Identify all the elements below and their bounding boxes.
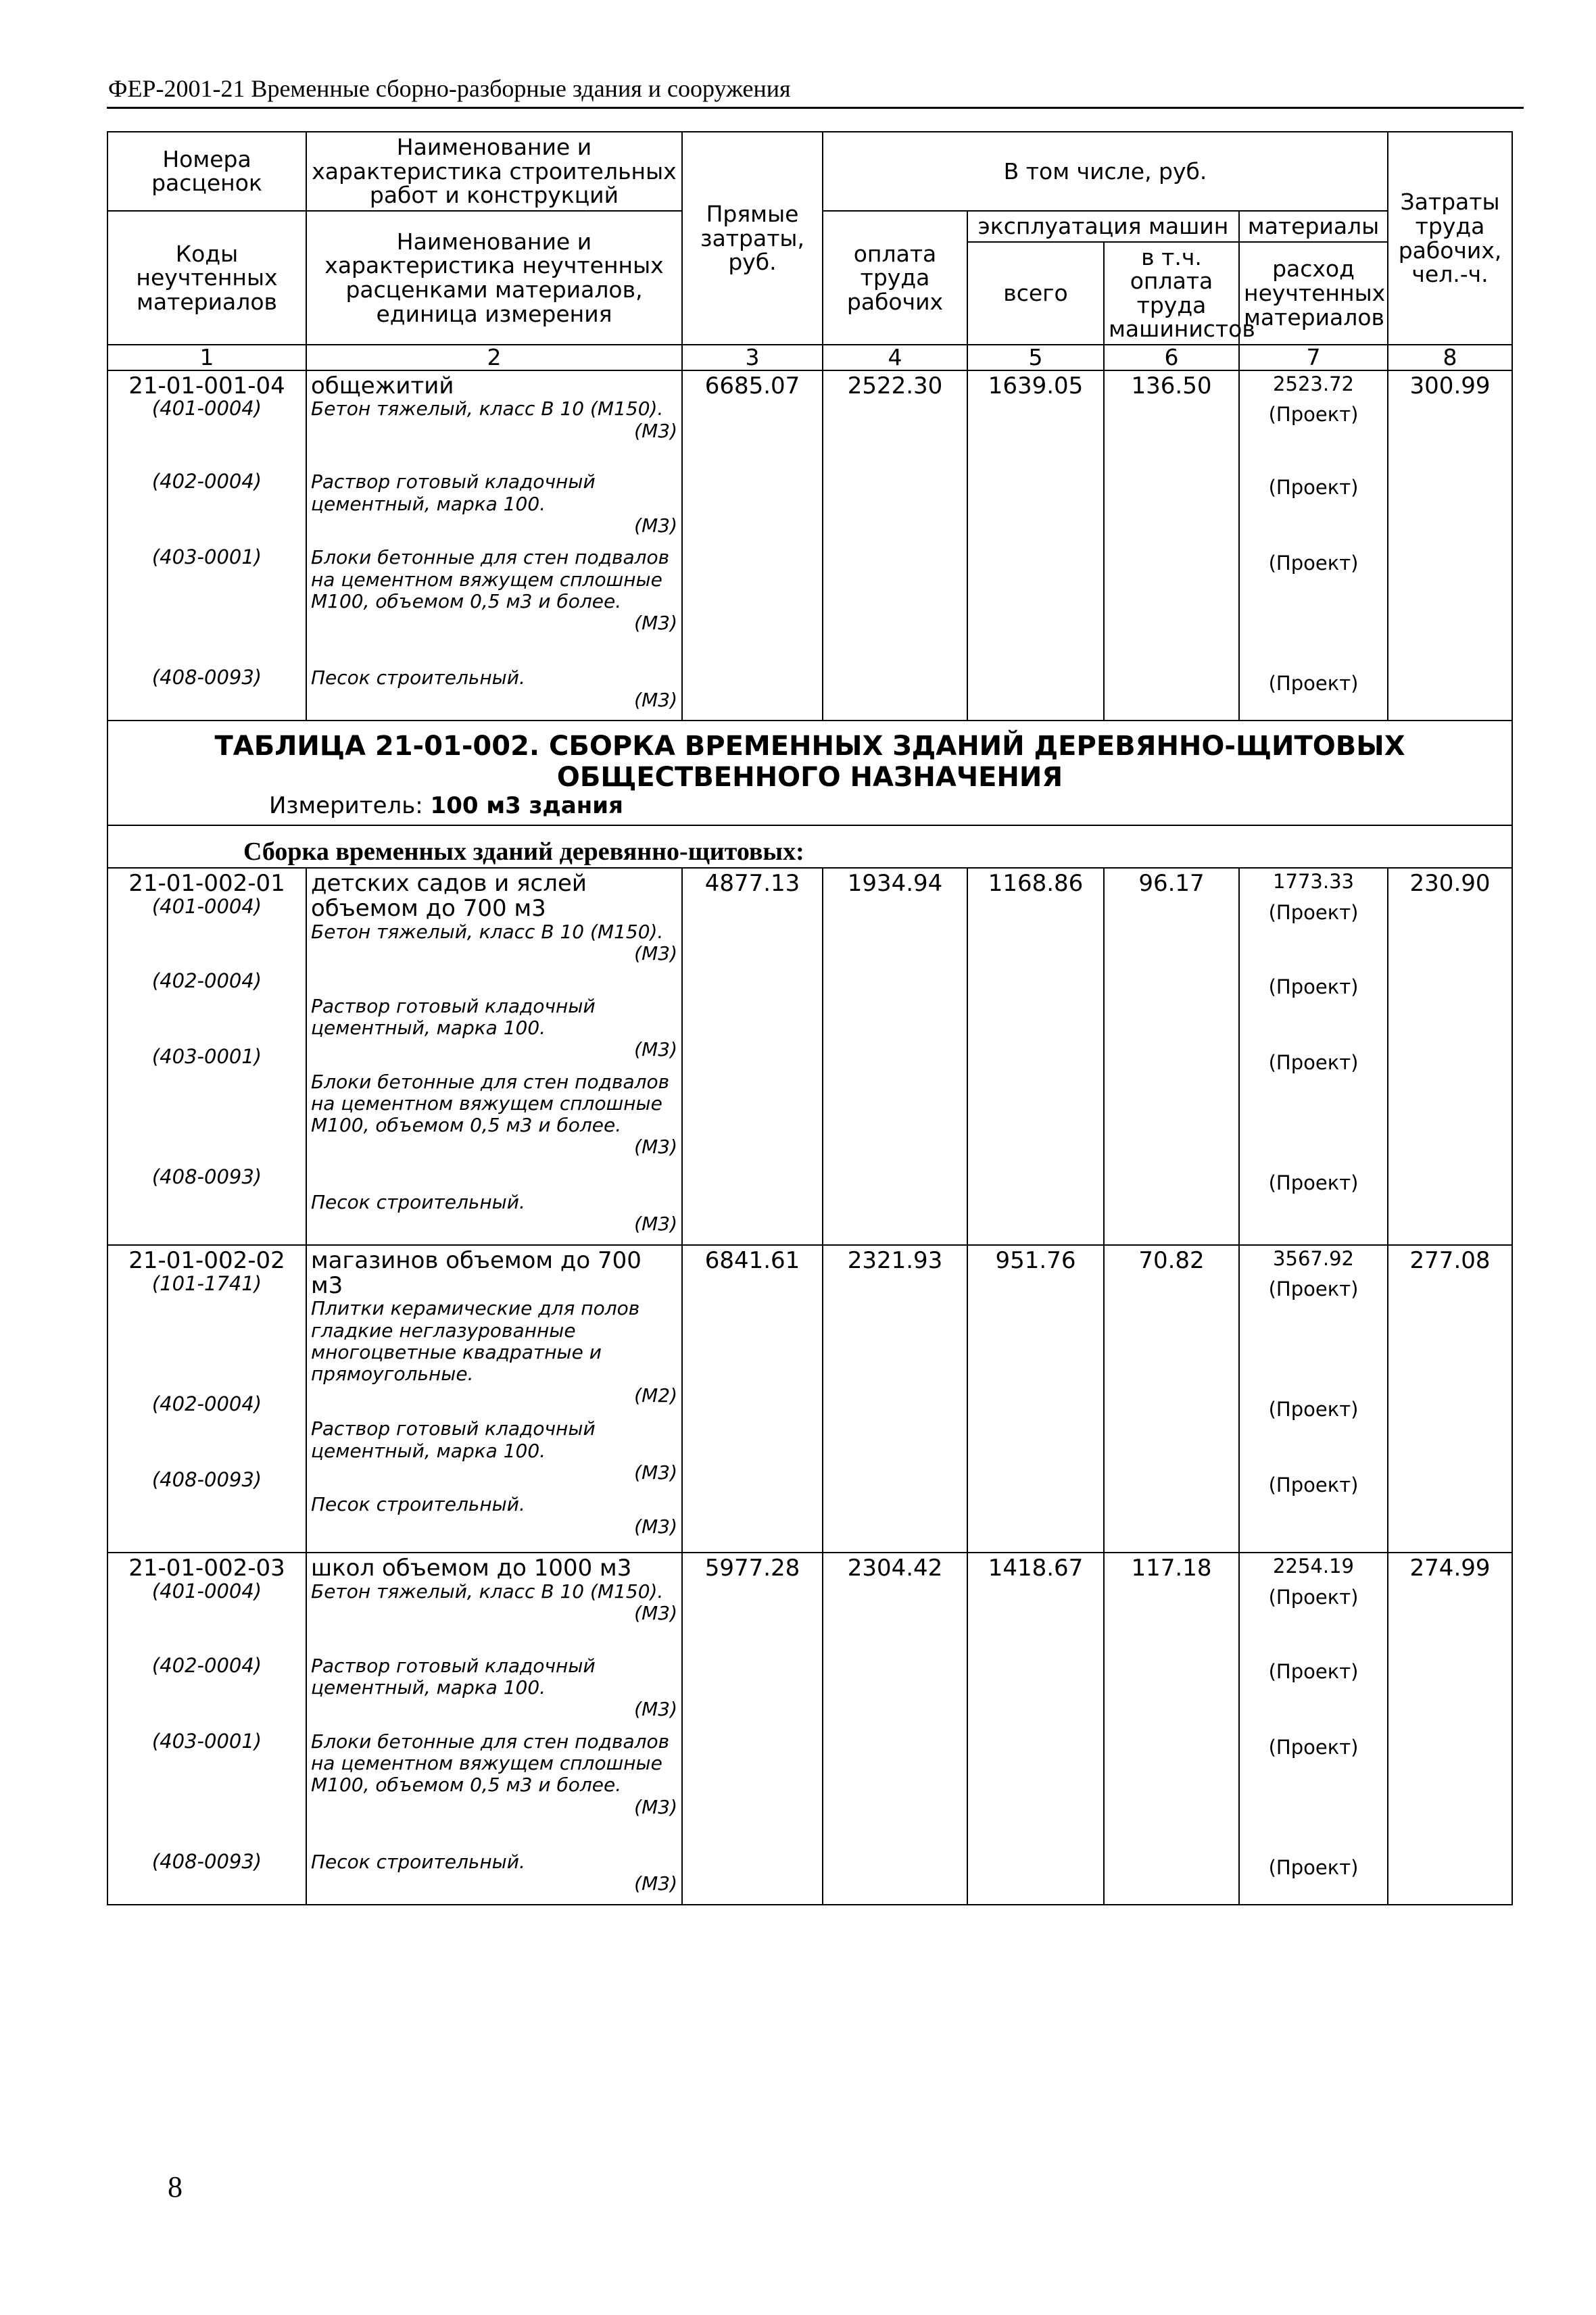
material-value: (Проект) xyxy=(1268,1585,1359,1609)
material-name-text: Песок строительный. xyxy=(311,1190,525,1213)
material-unit: (М3) xyxy=(634,1213,677,1236)
material-value: (Проект) xyxy=(1268,402,1359,426)
value-mach-labor: 70.82 xyxy=(1104,1245,1239,1553)
page-number: 8 xyxy=(168,2170,183,2203)
material-name xyxy=(311,996,677,1071)
material-unit: (М3) xyxy=(634,1515,677,1538)
rate-name-cell xyxy=(306,868,682,1244)
material-unit: (М3) xyxy=(634,942,677,965)
material-name xyxy=(311,667,677,717)
materials-cell xyxy=(1239,1553,1388,1905)
rate-group xyxy=(107,370,1512,721)
material-name xyxy=(311,1192,677,1242)
material-name-text: Блоки бетонные для стен подвалов на цементном вяжущем сплошные М100, объемом 0,5 м3 и более. xyxy=(311,1070,670,1137)
material-value: (Проект) xyxy=(1268,1855,1359,1879)
rate-name-cell xyxy=(306,1245,682,1553)
rate-name-cell xyxy=(306,1553,682,1905)
material-name xyxy=(311,1655,677,1731)
material-name xyxy=(311,547,677,667)
material-code: (408-0093) xyxy=(151,1165,262,1189)
material-name-text: Песок строительный. xyxy=(311,1851,525,1874)
value-mat: 3567.92 xyxy=(1273,1246,1354,1270)
material-name-text: Бетон тяжелый, класс В 10 (М150). xyxy=(311,920,664,943)
head-machines-total: всего xyxy=(967,242,1104,345)
material-value: (Проект) xyxy=(1268,975,1359,998)
value-mat: 2523.72 xyxy=(1273,372,1354,395)
material-value: (Проект) xyxy=(1268,900,1359,924)
value-mach: 1418.67 xyxy=(967,1553,1104,1905)
material-code: (408-0093) xyxy=(151,666,262,689)
material-code: (403-0001) xyxy=(151,1045,262,1069)
material-value: (Проект) xyxy=(1268,1659,1359,1683)
rate-name: общежитий xyxy=(311,372,454,399)
material-value: (Проект) xyxy=(1268,1050,1359,1074)
material-value: (Проект) xyxy=(1268,475,1359,499)
rate-group xyxy=(107,1245,1512,1553)
col-number: 1 xyxy=(107,345,306,370)
col-number: 6 xyxy=(1104,345,1239,370)
material-unit: (М3) xyxy=(634,688,677,711)
material-name-text: Блоки бетонные для стен подвалов на цементном вяжущем сплошные М100, объемом 0,5 м3 и более. xyxy=(311,546,670,612)
material-unit: (М3) xyxy=(634,419,677,442)
rate-name-cell xyxy=(306,370,682,721)
value-mat: 2254.19 xyxy=(1273,1555,1354,1578)
material-code: (402-0004) xyxy=(151,470,262,493)
value-mach-labor: 117.18 xyxy=(1104,1553,1239,1905)
col-number: 2 xyxy=(306,345,682,370)
value-hours: 230.90 xyxy=(1388,868,1512,1244)
material-name-text: Бетон тяжелый, класс В 10 (М150). xyxy=(311,1580,664,1603)
value-mach-labor: 96.17 xyxy=(1104,868,1239,1244)
material-code: (402-0004) xyxy=(151,969,262,993)
rate-row xyxy=(107,1553,1512,1905)
material-name xyxy=(311,1494,677,1549)
rate-code-cell xyxy=(107,1553,306,1905)
material-unit: (М3) xyxy=(634,1038,677,1061)
value-direct: 6685.07 xyxy=(682,370,823,721)
material-name xyxy=(311,1581,677,1655)
head-worker-pay: оплата труда рабочих xyxy=(823,211,967,345)
value-mach-labor: 136.50 xyxy=(1104,370,1239,721)
table-2-title xyxy=(107,721,1512,825)
value-labor: 2304.42 xyxy=(823,1553,967,1905)
col-number: 3 xyxy=(682,345,823,370)
head-machines: эксплуатация машин xyxy=(967,211,1239,242)
material-unit: (М3) xyxy=(634,1461,677,1484)
value-mat: 1773.33 xyxy=(1273,870,1354,894)
material-unit: (М3) xyxy=(634,1795,677,1818)
material-value: (Проект) xyxy=(1268,1171,1359,1194)
material-unit: (М2) xyxy=(634,1384,677,1407)
material-unit: (М3) xyxy=(634,1136,677,1159)
value-hours: 274.99 xyxy=(1388,1553,1512,1905)
material-name xyxy=(311,471,677,547)
value-labor: 2522.30 xyxy=(823,370,967,721)
rate-code: 21-01-002-02 xyxy=(128,1246,285,1274)
material-value: (Проект) xyxy=(1268,1398,1359,1421)
value-hours: 300.99 xyxy=(1388,370,1512,721)
value-mach: 1168.86 xyxy=(967,868,1104,1244)
col-number: 7 xyxy=(1239,345,1388,370)
rate-name: магазинов объемом до 700 м3 xyxy=(311,1246,642,1299)
material-name xyxy=(311,1731,677,1851)
col-number: 4 xyxy=(823,345,967,370)
material-name-text: Раствор готовый кладочный цементный, марка 100. xyxy=(311,1655,596,1699)
head-rate-numbers: Номера расценок xyxy=(107,132,306,211)
rate-code: 21-01-001-04 xyxy=(128,372,285,399)
material-code: (408-0093) xyxy=(151,1850,262,1874)
rate-code: 21-01-002-03 xyxy=(128,1555,285,1582)
head-machinist-pay: в т.ч. оплата труда машинистов xyxy=(1104,242,1239,345)
material-name-text: Песок строительный. xyxy=(311,666,525,689)
value-direct: 6841.61 xyxy=(682,1245,823,1553)
value-direct: 5977.28 xyxy=(682,1553,823,1905)
material-code: (403-0001) xyxy=(151,545,262,569)
material-value: (Проект) xyxy=(1268,1473,1359,1497)
material-name-text: Раствор готовый кладочный цементный, марка 100. xyxy=(311,470,596,515)
rate-name: детских садов и яслей объемом до 700 м3 xyxy=(311,870,587,923)
material-name xyxy=(311,1851,677,1901)
rate-row xyxy=(107,868,1512,1244)
col-number: 5 xyxy=(967,345,1104,370)
section-title: Сборка временных зданий деревянно-щитовых: xyxy=(107,825,1512,868)
head-labor-hours: Затраты труда рабочих, чел.-ч. xyxy=(1388,132,1512,345)
material-code: (403-0001) xyxy=(151,1730,262,1753)
material-unit: (М3) xyxy=(634,1698,677,1721)
head-group: В том числе, руб. xyxy=(823,132,1388,211)
rate-code: 21-01-002-01 xyxy=(128,870,285,898)
material-value: (Проект) xyxy=(1268,1277,1359,1301)
material-value: (Проект) xyxy=(1268,551,1359,575)
materials-cell xyxy=(1239,1245,1388,1553)
material-unit: (М3) xyxy=(634,611,677,634)
material-code: (401-0004) xyxy=(151,1580,262,1603)
material-name xyxy=(311,398,677,471)
material-name-text: Раствор готовый кладочный цементный, марка 100. xyxy=(311,1417,596,1462)
header-rule xyxy=(107,107,1524,109)
head-direct-costs: Прямые затраты, руб. xyxy=(682,132,823,345)
value-labor: 1934.94 xyxy=(823,868,967,1244)
material-name xyxy=(311,1071,677,1192)
material-code: (101-1741) xyxy=(151,1271,262,1295)
material-unit: (М3) xyxy=(634,1602,677,1625)
value-hours: 277.08 xyxy=(1388,1245,1512,1553)
materials-cell xyxy=(1239,868,1388,1244)
rate-code-cell xyxy=(107,370,306,721)
material-name-text: Блоки бетонные для стен подвалов на цементном вяжущем сплошные М100, объемом 0,5 м3 и более. xyxy=(311,1730,670,1797)
table-2-title-text: ТАБЛИЦА 21-01-002. СБОРКА ВРЕМЕННЫХ ЗДАНИЙ ДЕРЕВЯННО-ЩИТОВЫХ ОБЩЕСТВЕННОГО НАЗНАЧЕНИЯ xyxy=(214,731,1405,794)
value-mach: 1639.05 xyxy=(967,370,1104,721)
page-header-title: ФЕР-2001-21 Временные сборно-разборные здания и сооружения xyxy=(108,75,791,102)
head-material-use: расход неучтенных материалов xyxy=(1239,242,1388,345)
material-name-text: Раствор готовый кладочный цементный, марка 100. xyxy=(311,994,596,1040)
col-number: 8 xyxy=(1388,345,1512,370)
table-head xyxy=(107,132,1512,370)
rate-row xyxy=(107,370,1512,721)
material-value: (Проект) xyxy=(1268,671,1359,695)
material-value: (Проект) xyxy=(1268,1735,1359,1759)
material-code: (408-0093) xyxy=(151,1467,262,1491)
value-labor: 2321.93 xyxy=(823,1245,967,1553)
rate-group xyxy=(107,1553,1512,1905)
value-direct: 4877.13 xyxy=(682,868,823,1244)
head-materials: материалы xyxy=(1239,211,1388,242)
material-name xyxy=(311,1298,677,1418)
rate-name: школ объемом до 1000 м3 xyxy=(311,1555,632,1582)
rate-group xyxy=(107,868,1512,1244)
material-name-text: Бетон тяжелый, класс В 10 (М150). xyxy=(311,397,664,420)
rates-table xyxy=(107,131,1513,1905)
rate-code-cell xyxy=(107,1245,306,1553)
material-unit: (М3) xyxy=(634,514,677,537)
material-code: (401-0004) xyxy=(151,397,262,420)
rate-code-cell xyxy=(107,868,306,1244)
rate-row xyxy=(107,1245,1512,1553)
material-name xyxy=(311,1418,677,1494)
material-code: (401-0004) xyxy=(151,895,262,919)
value-mach: 951.76 xyxy=(967,1245,1104,1553)
head-material-codes: Коды неучтенных материалов xyxy=(107,211,306,345)
material-unit: (М3) xyxy=(634,1872,677,1895)
material-name-text: Плитки керамические для полов гладкие неглазурованные многоцветные квадратные и прямоугольные. xyxy=(311,1297,640,1385)
material-name-text: Песок строительный. xyxy=(311,1493,525,1516)
head-work-name: Наименование и характеристика строительных работ и конструкций xyxy=(306,132,682,211)
material-code: (402-0004) xyxy=(151,1392,262,1415)
material-code: (402-0004) xyxy=(151,1654,262,1678)
table-2-heading xyxy=(107,721,1512,868)
table-2-measure: Измеритель: 100 м3 здания xyxy=(269,792,623,820)
material-name xyxy=(311,921,677,996)
head-material-name: Наименование и характеристика неучтенных расценками материалов, единица измерения xyxy=(306,211,682,345)
materials-cell xyxy=(1239,370,1388,721)
